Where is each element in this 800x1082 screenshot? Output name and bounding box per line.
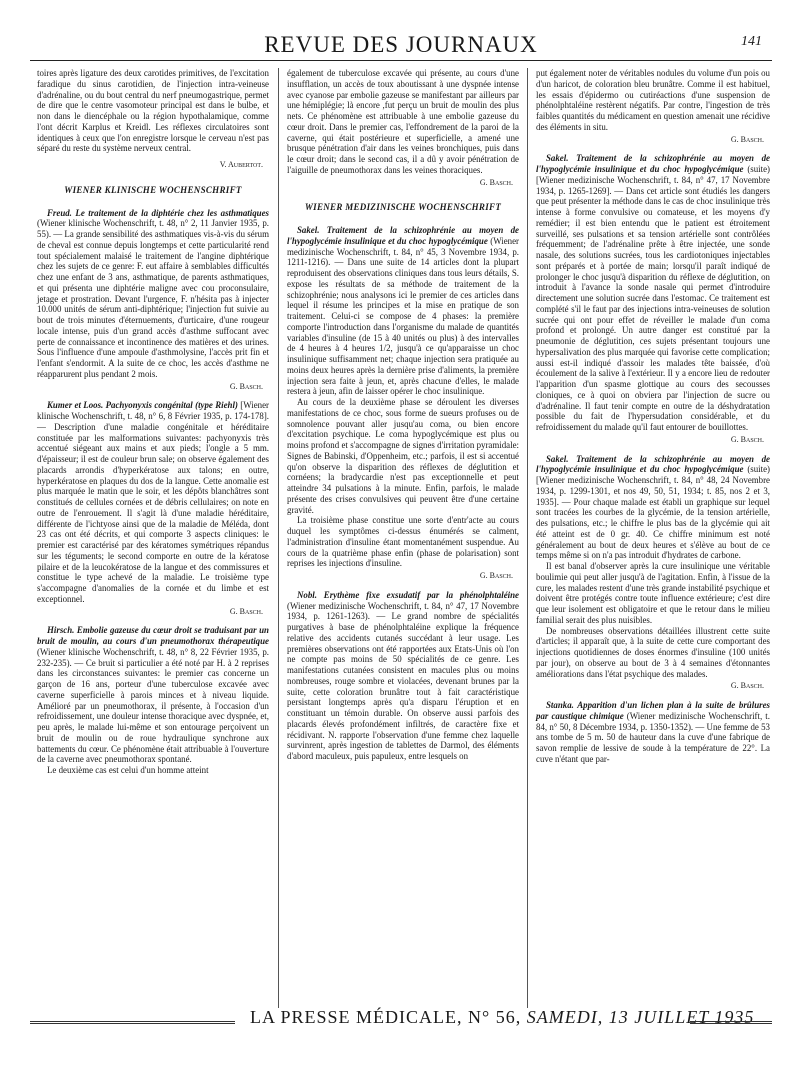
article-hirsch bbox=[37, 625, 269, 765]
article-title: Sakel. Traitement de la schizophrénie au moyen de l'hypoglycémie insulinique et du choc hypoglycémique bbox=[536, 453, 770, 475]
author-signature: G. Basch. bbox=[479, 571, 513, 580]
article-stanka bbox=[536, 700, 770, 765]
article-title: Sakel. Traitement de la schizophrénie au moyen de l'hypoglycémie insulinique et du choc hypoglycémique bbox=[536, 153, 770, 174]
article-body: (Wiener medizinische Wochenschrift, t. 84, n° 50, 8 Décembre 1934, p. 1350-1352). — Une femme de 53 ans tombe de 5 m. 50 de hauteur dans la cuve d'une fabrique de savon remplie de lessive de soude à la température de 22°. La cuve n'étant que par- bbox=[536, 710, 770, 764]
article-body: (Wiener klinische Wochenschrift, t. 48, n° 8, 22 Février 1935, p. 232-235). — Ce bruit si particulier a été noté par H. à 2 reprises dans les circonstances suivantes: le premier cas concerne un garçon de 16 ans, porteur d'une tuberculose excavée avec caverne superficielle à parois minces et à niveau liquide. Amélioré par un pneumothorax, il présente, à l'occasion d'un refroidissement, une douleur intense thoracique avec dyspnée, et, peu après, le malade lui-même et son entourage perçoivent un bruit de moulin ou de roue hydraulique synchrone aux battements du cœur. Ce phénomène était attribuable à l'ouverture de la caverne avec pneumothorax spontané. bbox=[37, 646, 269, 765]
journal-section-title: REVUE DES JOURNAUX bbox=[264, 32, 538, 57]
section-heading: WIENER KLINISCHE WOCHENSCHRIFT bbox=[64, 184, 242, 195]
footer-text bbox=[250, 1007, 754, 1028]
page-number: 141 bbox=[741, 34, 762, 49]
column-divider bbox=[278, 68, 279, 1008]
article-title: Hirsch. Embolie gazeuse du cœur droit se traduisant par un bruit de moulin, au cours d'un pneumothorax thérapeutique bbox=[37, 625, 269, 646]
article-body: (Wiener klinische Wochenschrift, t. 48, n° 2, 11 Janvier 1935, p. 55). — La grande sensibilité des asthmatiques vis-à-vis du sérum de cheval est connue depuis longtemps et cette particularité rend tout spécialement malaisé le traitement de l'angine diphtérique chez les sujets de ce genre: F. eut affaire à semblables difficultés chez une enfant de 3 ans, asthmatique, de parents asthmatiques, et qui présenta une diphtérie maligne avec cou proconsulaire, jetage et prostration. Devant l'urgence, F. n'hésita pas à injecter 10.000 unités de sérum anti-diphtérique; l'injection fut suivie au bout de trois minutes d'éternuements, d'urticaire, d'une rougeur locale intense, puis d'un grand accès d'asthme suffocant avec perte de connaissance et incontinence des matières et des urines. Sous l'influence d'une ampoule d'asthmolysine, l'accès prit fin et l'enfant s'endormit. A la suite de ce choc, les accès d'asthme ne réapparurent plus pendant 2 mois. bbox=[37, 218, 269, 379]
article-title: Stanka. Apparition d'un lichen plan à la suite de brûlures par caustique chimique bbox=[536, 700, 770, 721]
page-header bbox=[30, 31, 772, 61]
column-1 bbox=[37, 68, 269, 776]
article-continuation: put également noter de véritables nodules du volume d'un pois ou d'un haricot, de coloration bleu brunâtre. Comme il est habituel, les essais d'épidermo ou cutiréactions d'une suspension de phénolphtaléine restèrent négatifs. Par contre, l'ingestion de très faibles quantités du médicament en question amenait une récidive des éléments in situ. bbox=[536, 68, 770, 132]
footer-rule-left bbox=[30, 1021, 235, 1024]
article-body: [Wiener klinische Wochenschrift, t. 48, n° 6, 8 Février 1935, p. 174-178]. — Description d'une maladie congénitale et héréditaire constituée par les malformations suivantes: pachyonyxis très accentué siégeant aux mains et aux pieds; l'ongle a 5 mm. d'épaisseur; il est de couleur brun sale; on observe également des placards arrondis d'hyperkératose aux talons; en outre, hyperkératose en plaques du dos de la langue. Cette anomalie est plus marquée le matin que le soir, et les dépôts blanchâtres sont constitués de cellules cornées et de débris cellulaires; on note en outre de l'enrouement. Il s'agit là d'une maladie héréditaire, différente de l'ichtyose ainsi que de la maladie de Méléda, dont 23 cas ont été décrits, et qui comporte 3 aspects cliniques: le premier est caractérisé par des kératomes symétriques répandus sur les téguments; le second comporte en outre de la kératose pilaire et de la leucokératose de la langue et des commissures et constitue le type achevé de la maladie. Le troisième type s'accompagne d'anomalies de la cornée et du limbe et est exceptionnel. bbox=[37, 400, 270, 604]
article-paragraph: Il est banal d'observer après la cure insulinique une véritable boulimie qui peut aller jusqu'à de l'agitation. Enfin, à l'issue de la cure, les malades restent d'une très grande instabilité psychique et doivent être protégés contre toute influence extérieure; c'est dire que leur isolement est obligatoire et que le retour dans le milieu familial serait des plus nuisibles. bbox=[536, 561, 770, 625]
article-sakel-1 bbox=[287, 225, 519, 397]
author-signature: G. Basch. bbox=[229, 381, 263, 391]
column-3 bbox=[536, 68, 770, 765]
page-footer bbox=[30, 1004, 772, 1038]
article-continuation: toires après ligature des deux carotides primitives, de l'excitation faradique du sinus carotidien, de l'injection intra-veineuse d'adrénaline, ou du bout central du nerf pneumogastrique, permet de dire que le centre vasomoteur principal est dans le bulbe, et non dans le diencéphale ou la région hypothalamique, comme l'ont décrit Karplus et Kreidl. Les réflexes circulatoires sont identiques à ceux que l'on enregistre lorsque le cerveau n'est pas séparé du reste du système nerveux central. bbox=[37, 68, 269, 154]
author-signature: G. Basch. bbox=[229, 606, 263, 616]
column-divider bbox=[527, 68, 528, 1008]
article-title: Kumer et Loos. Pachyonyxis congénital (type Riehl) bbox=[47, 400, 238, 411]
article-paragraph: Au cours de la deuxième phase se déroulent les diverses manifestations de ce choc, sous forme de sueurs profuses ou de somnolence pouvant aller jusqu'au coma, ou bien encore d'excitation psychique. Le coma hypoglycémique est plus ou moins profond et s'accompagne de signes d'irritation pyramidale: Signes de Babinski, d'Oppenheim, etc.; parfois, il est si accentué qu'on observe la disparition des réflexes de déglutition et cornéens; la bradycardie n'est pas exceptionnelle et peut atteindre 34 pulsations à la minute. Enfin, parfois, le malade présente des crises convulsives qui peuvent être d'une certaine gravité. bbox=[287, 397, 519, 515]
article-paragraph: Le deuxième cas est celui d'un homme atteint bbox=[47, 765, 209, 775]
header-rule bbox=[30, 60, 772, 61]
article-paragraph: De nombreuses observations détaillées illustrent cette suite d'articles; il apparaît que, à la suite de cette cure comportant des injections quotidiennes de doses énormes d'insuline (100 unités par jour), on observe au bout de 3 à 4 semaines d'étonnantes améliorations dans l'état psychique des malades. bbox=[536, 625, 770, 679]
article-body: (suite) [Wiener medizinische Wochenschrift, t. 84, n° 48, 24 Novembre 1934, p. 1299-1301, et nos 49, 50, 51, 1934; t. 85, nos 2 et 3, 1935]. — Pour chaque malade est établi un graphique sur lequel sont tracées les courbes de la glycémie, de la tension artérielle, des pulsations, etc.; le chiffre le plus bas de la glycémie qui ait été atteint est de 0 gr. 40. Ce chiffre minimum est noté généralement au bout de deux heures et s'élève au bout de ce temps même si on n'a pas introduit d'hydrates de carbone. bbox=[536, 464, 770, 561]
footer-rule-right bbox=[690, 1021, 772, 1024]
footer-issue: N° 56, bbox=[468, 1007, 522, 1027]
article-title: Nobl. Erythème fixe exsudatif par la phénolphtaléine bbox=[297, 589, 519, 600]
article-title: Freud. Le traitement de la diphtérie chez les asthmatiques bbox=[47, 207, 269, 218]
column-2 bbox=[287, 68, 519, 762]
article-body: (Wiener medizinische Wochenschrift, t. 84, n° 45, 3 Novembre 1934, p. 1211-1216). — Dans une suite de 14 articles dont la plupart reproduisent des observations cliniques dans tous leurs détails, S. expose les résultats de sa méthode de traitement de la schizophrénie; nous analysons ici le premier de ces articles dans lequel il résume les principes et la mise en pratique de son traitement. Celui-ci se compose de 4 phases: la première comporte l'introduction dans l'organisme du malade de quantités variables d'insuline (de 15 à 40 unités ou plus) à des intervalles de 4 heures à 4 heures 1/2, jusqu'à ce qu'apparaisse un choc insulinique suffisamment net; chaque injection sera pratiquée au moins deux heures après la dernière prise d'aliments, la première injection sera faite à jeun, et, après chacune d'elles, le malade restera à jeun, afin de laisser opérer le choc insulinique. bbox=[287, 235, 519, 397]
footer-date: SAMEDI, 13 JUILLET 1935 bbox=[526, 1007, 755, 1027]
article-paragraph: La troisième phase constitue une sorte d'entr'acte au cours duquel les symptômes ci-dessus énumérés se calment, l'administration d'insuline étant momentanément suspendue. Au cours de la quatrième phase enfin (phase de polarisation) sont reprises les injections d'insuline. bbox=[287, 515, 519, 569]
article-body: (Wiener medizinische Wochenschrift, t. 84, n° 47, 17 Novembre 1934, p. 1261-1263). — Le grand nombre de spécialités purgatives à base de phénolphtaléine explique la fréquence relative des accidents cutanés succédant à leur usage. Les premières observations ont été rapportées aux Etats-Unis où l'on ne compte pas moins de 50 spécialités de ce genre. Les manifestations cutanées consistent en macules plus ou moins nombreuses, rouge sombre et violacées, devenant brunes par la suite, cette coloration brunâtre tout à fait caractéristique persistant longtemps après qu'a disparu l'éruption et en constituant un témoin durable. On observe aussi parfois des placards élevés profondément infiltrés, de caractère fixe et récidivant. N. rapporte l'observation d'une femme chez laquelle survinrent, après ingestion de tablettes de Darmol, des éléments d'abord maculeux, puis papuleux, entre lesquels on bbox=[287, 600, 519, 761]
author-signature: G. Basch. bbox=[479, 177, 513, 187]
article-freud bbox=[37, 208, 269, 380]
article-nobl bbox=[287, 590, 519, 762]
article-sakel-2 bbox=[536, 153, 770, 433]
article-continuation: également de tuberculose excavée qui présente, au cours d'une insufflation, un accès de toux aboutissant à une dyspnée intense avec cyanose par embolie gazeuse se manifestant par ailleurs par une hémiplégie; là encore ,fut perçu un bruit de moulin des plus nets. Ce phénomène est attribuable à une embolie gazeuse du cœur droit. Dans le premier cas, l'effondrement de la paroi de la caverne, qui était postérieure et superficielle, a amené une brusque pénétration d'air dans les veines bronchiques, puis dans le cœur droit; dans le second cas, il a dû y avoir pénétration de l'aiguille de pneumothorax dans les veines thoraciques. bbox=[287, 68, 519, 175]
footer-journal: LA PRESSE MÉDICALE, bbox=[250, 1007, 463, 1027]
article-sakel-3 bbox=[536, 454, 770, 562]
section-heading: WIENER MEDIZINISCHE WOCHENSCHRIFT bbox=[304, 202, 502, 213]
article-kumer bbox=[37, 400, 269, 604]
author-signature: G. Basch. bbox=[730, 434, 764, 444]
article-body: (suite) [Wiener medizinische Wochenschrift, t. 84, n° 47, 17 Novembre 1934, p. 1265-1269]. — Dans cet article sont étudiés les dangers que peut présenter la méthode dans le cas de choc insulinique très intense à forme convulsive ou comateuse, et les moyens d'y remédier; il est bien entendu que le patient est étroitement surveillé, ses pulsations et sa tension artérielle sont contrôlées fréquemment; de l'adrénaline prête à être injectée, une sonde nasale, des solutions sucrées, tous les cardiotoniques injectables sont préparés et à portée de main; lorsqu'il paraît indiqué de prolonger le choc jusqu'à disparition du réflexe de déglutition, on introduit à l'avance la sonde nasale qui permet d'introduire directement une solution sucrée dans l'estomac. Ce traitement est complété s'il le faut par des injections intra-veineuses de solution sucrée qui ont pour effet de réveiller le malade d'un coma profond et prolongé. Un autre danger est constitué par la pneumonie de déglutition, ces sujets présentant toujours une hypersalivation des plus marquée qui favorise cette complication; aussi est-il indiqué d'assoir les malades tête baissée, d'où écoulement de la salive à l'extérieur. Il y a encore lieu de redouter l'apparition d'un spasme glottique au cours des secousses cloniques, ce à quoi on obviera par l'injection de sucre ou d'adrénaline. Il faut tenir compte en outre de la déshydratation possible du fait de l'hypersudation considérable, et du refroidissement du malade qu'il faut entourer de bouillottes. bbox=[536, 164, 770, 432]
author-signature: G. Basch. bbox=[730, 134, 764, 144]
author-signature: G. Basch. bbox=[730, 681, 764, 691]
article-title: Sakel. Traitement de la schizophrénie au moyen de l'hypoglycémie insulinique et du choc hypoglycémique bbox=[287, 225, 519, 246]
author-signature: V. Aubertot. bbox=[219, 160, 263, 169]
